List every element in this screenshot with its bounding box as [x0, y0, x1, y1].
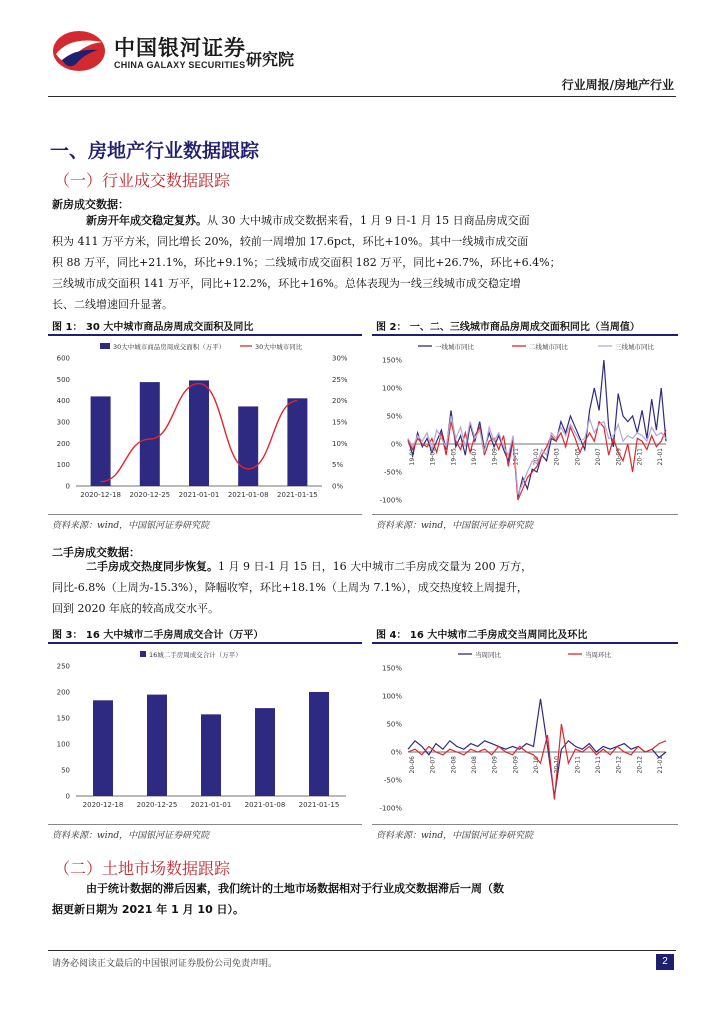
chart-1-bar-line [48, 338, 362, 510]
y-tick-label: 50% [386, 412, 402, 421]
y-tick-label: 250 [56, 662, 70, 671]
new-house-lead: 新房开年成交稳定复苏。 [86, 214, 207, 227]
x-tick-label: 20-12 [636, 756, 644, 774]
chart-4-line [372, 646, 678, 818]
bar [93, 700, 113, 796]
y-tick-label: 200 [56, 439, 70, 448]
institute-label: 研究院 [246, 50, 295, 69]
legend-label-bar: 16城二手房周成交合计（万平） [149, 651, 242, 659]
x-tick-label: 21-01 [657, 448, 664, 466]
x-tick-label: 20-12 [615, 756, 623, 774]
y-tick-label: 150% [381, 664, 402, 673]
new-house-line-2: 积为 411 万平方米，同比增长 20%，较前一周增加 17.6pct，环比+10%。其中一线城市成交面 [52, 235, 529, 248]
y-tick-label: 0% [390, 440, 402, 449]
legend-label-bar: 30大中城市商品房周成交面积（万平） [113, 343, 226, 351]
y2-tick-label: 10% [332, 439, 348, 448]
figure-4-title: 图 4： 16 大中城市二手房成交当周同比及环比 [376, 630, 588, 641]
footer-rule [48, 950, 676, 951]
bar [201, 714, 221, 796]
x-tick-label: 20-11 [574, 756, 582, 774]
x-tick-label: 19-03 [429, 448, 437, 466]
chart-3-bar [48, 646, 362, 818]
y-tick-label: 50% [386, 720, 402, 729]
x-tick-label: 2021-01-15 [298, 801, 340, 809]
y-tick-label: 0 [65, 792, 70, 801]
second-hand-paragraph [52, 556, 682, 619]
y-tick-label: 100 [56, 461, 70, 470]
y-tick-label: 200 [56, 688, 70, 697]
header [40, 22, 680, 102]
x-tick-label: 20-09 [512, 756, 520, 774]
x-tick-label: 2021-01-15 [277, 491, 318, 499]
bar [255, 708, 275, 796]
x-tick-label: 20-03 [553, 448, 561, 466]
new-house-line-5: 长、二线增速回升显著。 [52, 298, 173, 311]
subsection-title-1: （一）行业成交数据跟踪 [54, 171, 231, 190]
legend-label: 二线城市同比 [529, 343, 568, 351]
y-tick-label: 400 [56, 397, 70, 406]
report-type: 行业周报/房地产行业 [561, 78, 674, 92]
x-tick-label: 21-01 [657, 756, 664, 774]
x-tick-label: 20-06 [409, 756, 416, 774]
x-tick-label: 20-01 [533, 448, 540, 466]
line-series [408, 699, 666, 797]
figure-1-title: 图 1： 30 大中城市商品房周成交面积及同比 [52, 322, 254, 333]
galaxy-logo-icon [50, 28, 108, 74]
y-tick-label: 500 [56, 375, 70, 384]
legend-label: 三线城市同比 [615, 343, 654, 351]
bar [140, 382, 160, 486]
y-tick-label: 600 [56, 354, 70, 363]
bar [309, 692, 329, 796]
logo-chinese: 中国银河证券 [114, 36, 246, 60]
page-number: 2 [656, 954, 674, 970]
y2-tick-label: 15% [332, 418, 348, 427]
figure-3-bottom-rule [48, 824, 362, 825]
figure-2-source: 资料来源：wind，中国银河证券研究院 [376, 521, 534, 531]
y2-tick-label: 0% [332, 482, 344, 491]
y-tick-label: 300 [56, 418, 70, 427]
x-tick-label: 19-09 [491, 448, 499, 466]
section-title: 一、房地产行业数据跟踪 [50, 140, 260, 162]
figure-3-source: 资料来源：wind，中国银河证券研究院 [52, 831, 210, 841]
bar [189, 380, 209, 486]
x-tick-label: 20-11 [595, 756, 602, 774]
new-house-label: 新房成交数据： [52, 198, 129, 211]
legend-label-line: 30大中城市同比 [255, 343, 303, 351]
y-tick-label: 100% [381, 692, 402, 701]
x-tick-label: 2021-01-08 [244, 801, 286, 809]
figure-1-source: 资料来源：wind，中国银河证券研究院 [52, 521, 210, 531]
y-tick-label: 0 [65, 482, 70, 491]
land-line-2: 据更新日期为 2021 年 1 月 10 日）。 [52, 903, 245, 916]
new-house-line-1 [52, 210, 682, 231]
y2-tick-label: 25% [332, 375, 348, 384]
figure-2-bottom-rule [372, 514, 678, 515]
y-tick-label: -50% [383, 468, 402, 477]
land-paragraph [52, 878, 682, 920]
figure-1-bottom-rule [48, 514, 362, 515]
y-tick-label: -100% [379, 496, 402, 505]
x-tick-label: 20-08 [471, 756, 478, 774]
x-tick-label: 2020-12-25 [129, 491, 171, 499]
bar [287, 398, 307, 486]
x-tick-label: 20-05 [574, 448, 582, 466]
subsection-title-2: （二）土地市场数据跟踪 [54, 859, 231, 878]
x-tick-label: 20-09 [491, 756, 499, 774]
figure-1-rule [48, 334, 362, 336]
x-tick-label: 19-11 [512, 448, 520, 466]
x-tick-label: 2020-12-25 [136, 801, 178, 809]
x-tick-label: 2021-01-08 [227, 491, 269, 499]
header-rule [48, 96, 676, 97]
x-tick-label: 20-07 [429, 756, 437, 774]
second-hand-lead: 二手房成交热度同步恢复。 [86, 560, 218, 573]
legend-label: 一线城市同比 [435, 343, 474, 351]
x-tick-label: 19-01 [409, 448, 416, 466]
y2-tick-label: 5% [332, 461, 344, 470]
bar [238, 406, 258, 486]
line-series [408, 360, 666, 497]
legend-swatch-bar [140, 651, 146, 657]
legend-label: 当周同比 [475, 651, 501, 659]
y2-tick-label: 30% [332, 354, 348, 363]
second-hand-label: 二手房成交数据： [52, 546, 140, 559]
y-tick-label: 100% [381, 384, 402, 393]
y-tick-label: 50 [61, 766, 70, 775]
x-tick-label: 20-07 [595, 448, 602, 466]
new-house-paragraph [52, 210, 682, 315]
x-tick-label: 20-09 [615, 448, 623, 466]
y-tick-label: 150 [56, 714, 70, 723]
footer-disclaimer: 请务必阅读正文最后的中国银河证券股份公司免责声明。 [52, 959, 278, 969]
second-hand-text: 1 月 9 日-1 月 15 日，16 大中城市二手房成交量为 200 万方， [218, 560, 533, 573]
legend-label: 当周环比 [585, 651, 611, 659]
y-tick-label: -100% [379, 804, 402, 813]
x-tick-label: 19-07 [471, 448, 478, 466]
new-house-line-4: 三线城市成交面积 141 万平，同比+12.2%，环比+16%。总体表现为一线三线城市成交稳定增 [52, 277, 521, 290]
x-tick-label: 20-08 [450, 756, 458, 774]
bar [91, 396, 111, 486]
y-tick-label: 150% [381, 356, 402, 365]
y-tick-label: 100 [56, 740, 70, 749]
new-house-line-3: 积 88 万平，同比+21.1%，环比+9.1%；二线城市成交面积 182 万平，同比+26.7%，环比+6.4%； [52, 256, 561, 269]
figure-4-bottom-rule [372, 824, 678, 825]
x-tick-label: 19-05 [450, 448, 458, 466]
figure-2-title: 图 2： 一、二、三线城市商品房周成交面积同比（当周值） [376, 322, 640, 333]
y-tick-label: 0% [390, 748, 402, 757]
logo-english: CHINA GALAXY SECURITIES [114, 60, 246, 70]
x-tick-label: 2020-12-18 [80, 491, 121, 499]
figure-2-rule [372, 334, 678, 336]
land-line-1: 由于统计数据的滞后因素，我们统计的土地市场数据相对于行业成交数据滞后一周（数 [86, 882, 504, 895]
x-tick-label: 20-10 [553, 756, 561, 774]
legend-swatch-bar [100, 343, 110, 349]
second-hand-line-3: 回到 2020 年底的较高成交水平。 [52, 602, 219, 615]
second-hand-line-1 [52, 556, 682, 577]
x-tick-label: 20-11 [636, 448, 644, 466]
figure-4-source: 资料来源：wind，中国银河证券研究院 [376, 831, 534, 841]
figure-3-rule [48, 642, 362, 644]
x-tick-label: 2021-01-01 [178, 491, 220, 499]
bar [147, 695, 167, 796]
second-hand-line-2: 同比-6.8%（上周为-15.3%），降幅收窄，环比+18.1%（上周为 7.1%），成交热度较上周提升， [52, 581, 528, 594]
y2-tick-label: 20% [332, 397, 348, 406]
figure-4-rule [372, 642, 678, 644]
new-house-text: 从 30 大中城市成交数据来看，1 月 9 日-1 月 15 日商品房成交面 [207, 214, 530, 227]
figure-3-title: 图 3： 16 大中城市二手房周成交合计（万平） [52, 630, 264, 641]
x-tick-label: 2021-01-01 [190, 801, 232, 809]
x-tick-label: 20-10 [533, 756, 540, 774]
x-tick-label: 2020-12-18 [82, 801, 124, 809]
chart-2-line [372, 338, 678, 510]
y-tick-label: -50% [383, 776, 402, 785]
